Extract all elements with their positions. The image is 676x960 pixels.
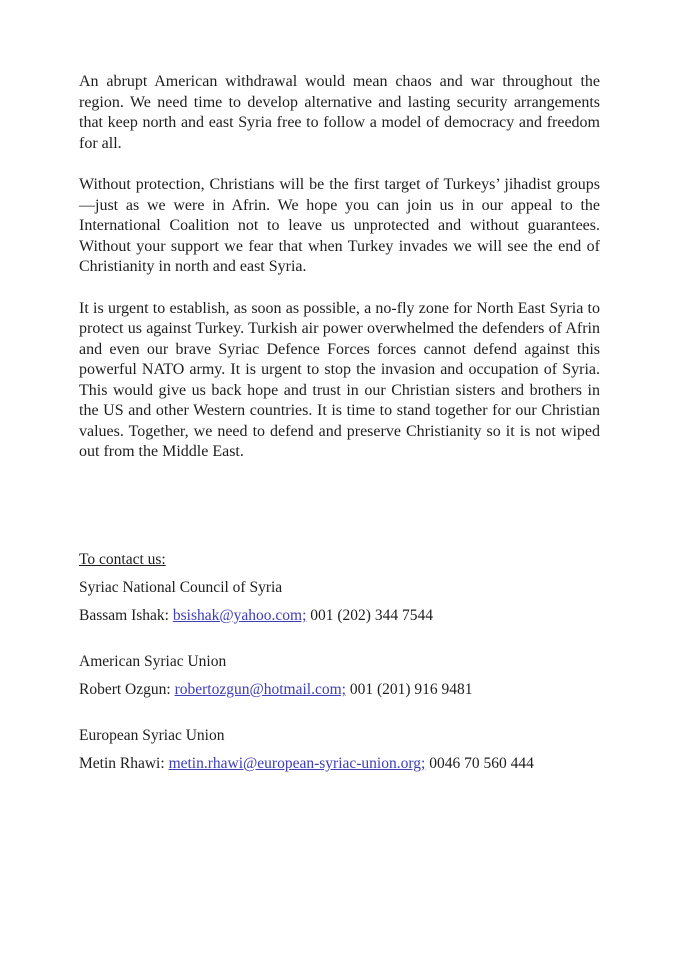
- org-name: European Syriac Union: [79, 727, 225, 744]
- contact-group-european-syriac-union: [79, 726, 600, 774]
- contact-group-american-syriac-union: [79, 652, 600, 700]
- contact-person-label: Robert Ozgun:: [79, 681, 171, 698]
- email-link-robert-ozgun[interactable]: robertozgun@hotmail.com;: [174, 681, 346, 698]
- email-link-bassam-ishak[interactable]: bsishak@yahoo.com;: [172, 607, 307, 624]
- contact-line: [79, 680, 600, 700]
- contact-person-label: Metin Rhawi:: [79, 755, 165, 772]
- contact-person-label: Bassam Ishak:: [79, 607, 169, 624]
- paragraph-withdrawal: An abrupt American withdrawal would mean chaos and war throughout the region. We need time to develop alternative and lasting security arrangements that keep north and east Syria free to follow a model of democracy and freedom for all.: [79, 73, 600, 152]
- phone-number: 001 (202) 344 7544: [310, 607, 433, 624]
- letter-body: [79, 72, 600, 463]
- org-name: Syriac National Council of Syria: [79, 579, 283, 596]
- email-link-metin-rhawi[interactable]: metin.rhawi@european-syriac-union.org;: [168, 755, 426, 772]
- phone-number: 0046 70 560 444: [429, 755, 534, 772]
- contact-group-syriac-national-council: [79, 578, 600, 626]
- org-name: American Syriac Union: [79, 653, 227, 670]
- contact-line: [79, 606, 600, 626]
- paragraph-protection: Without protection, Christians will be the first target of Turkeys’ jihadist groups—just as we were in Afrin. We hope you can join us in our appeal to the International Coalition not to leave us unprotected and without guarantees. Without your support we fear that when Turkey invades we will see the end of Christianity in north and east Syria.: [79, 176, 600, 275]
- contact-line: [79, 754, 600, 774]
- phone-number: 001 (201) 916 9481: [349, 681, 473, 698]
- paragraph-no-fly-zone: It is urgent to establish, as soon as possible, a no-fly zone for North East Syria to protect us against Turkey. Turkish air power overwhelmed the defenders of Afrin and even our brave Syriac Defence Forces forces cannot defend against this powerful NATO army. It is urgent to stop the invasion and occupation of Syria. This would give us back hope and trust in our Christian sisters and brothers in the US and other Western countries. It is time to stand together for our Christian values. Together, we need to defend and preserve Christianity so it is not wiped out from the Middle East.: [79, 299, 600, 460]
- contact-section: [79, 550, 600, 800]
- contact-heading: To contact us:: [79, 551, 166, 568]
